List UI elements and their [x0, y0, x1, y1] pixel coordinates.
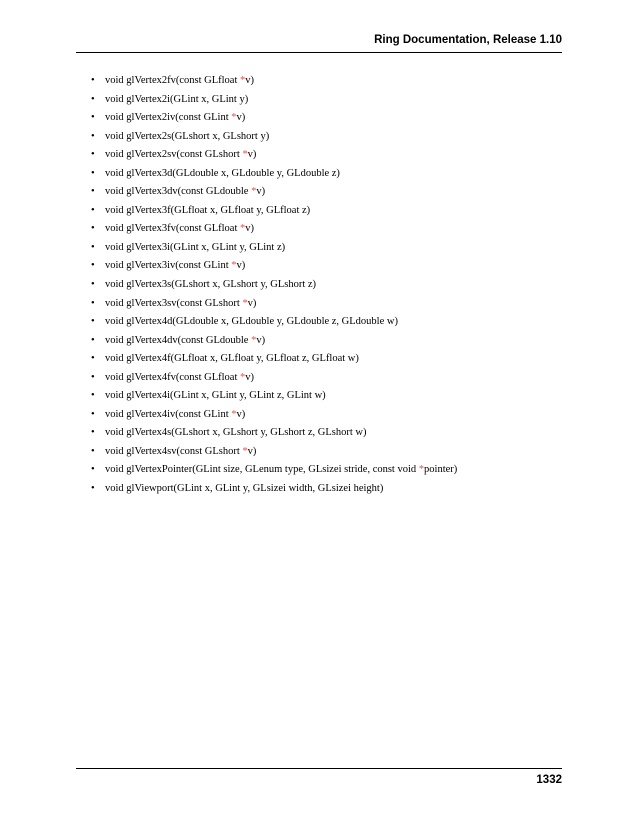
- function-signature-tail: v): [256, 186, 266, 198]
- function-signature-tail: v): [247, 445, 257, 457]
- function-signature: void glVertex2iv(const GLint: [105, 112, 232, 124]
- list-item: [91, 480, 457, 499]
- bullet-icon: •: [91, 167, 95, 179]
- bullet-icon: •: [91, 390, 95, 402]
- function-signature: void glVertex2s(GLshort x, GLshort y): [105, 130, 270, 142]
- function-signature: void glVertex3i(GLint x, GLint y, GLint z): [105, 241, 286, 253]
- bullet-icon: •: [91, 149, 95, 161]
- pointer-star: *: [242, 149, 248, 161]
- list-item: [91, 257, 457, 276]
- pointer-star: *: [251, 186, 257, 198]
- list-item: [91, 313, 457, 332]
- function-signature: void glVertex3s(GLshort x, GLshort y, GLshort z): [105, 279, 317, 291]
- pointer-star: *: [231, 408, 237, 420]
- function-signature: void glVertex2fv(const GLfloat: [105, 75, 241, 86]
- function-signature: void glVertex4fv(const GLfloat: [105, 371, 241, 383]
- function-list: [91, 72, 457, 499]
- pointer-star: *: [242, 445, 248, 457]
- bullet-icon: •: [91, 241, 95, 253]
- list-item: [91, 369, 457, 388]
- bullet-icon: •: [91, 316, 95, 328]
- function-signature: void glVertex4iv(const GLint: [105, 408, 232, 420]
- bullet-icon: •: [91, 464, 95, 476]
- function-signature: void glVertex4f(GLfloat x, GLfloat y, GLfloat z, GLfloat w): [105, 353, 359, 365]
- function-signature: void glVertex3fv(const GLfloat: [105, 223, 241, 235]
- footer-divider: [76, 768, 562, 769]
- bullet-icon: •: [91, 408, 95, 420]
- function-signature: void glVertex4sv(const GLshort: [105, 445, 243, 457]
- list-item: [91, 350, 457, 369]
- bullet-icon: •: [91, 186, 95, 198]
- bullet-icon: •: [91, 483, 95, 495]
- bullet-icon: •: [91, 223, 95, 235]
- list-item: [91, 165, 457, 184]
- pointer-star: *: [242, 297, 248, 309]
- list-item: [91, 332, 457, 351]
- function-signature-tail: v): [245, 75, 255, 86]
- list-item: [91, 295, 457, 314]
- function-signature: void glVertex4i(GLint x, GLint y, GLint z, GLint w): [105, 390, 326, 402]
- page-header: [76, 30, 562, 50]
- list-item: [91, 220, 457, 239]
- list-item: [91, 109, 457, 128]
- function-signature-tail: v): [236, 408, 246, 420]
- function-signature-tail: v): [245, 371, 255, 383]
- bullet-icon: •: [91, 112, 95, 124]
- bullet-icon: •: [91, 334, 95, 346]
- function-signature: void glVertex3d(GLdouble x, GLdouble y, GLdouble z): [105, 167, 340, 179]
- function-signature-tail: v): [245, 223, 255, 235]
- bullet-icon: •: [91, 204, 95, 216]
- pointer-star: *: [240, 75, 246, 86]
- function-signature-tail: v): [256, 334, 266, 346]
- list-item: [91, 72, 457, 91]
- pointer-star: *: [231, 260, 237, 272]
- list-item: [91, 128, 457, 147]
- bullet-icon: •: [91, 279, 95, 291]
- bullet-icon: •: [91, 445, 95, 457]
- pointer-star: *: [251, 334, 257, 346]
- list-item: [91, 443, 457, 462]
- function-signature: void glVertex2sv(const GLshort: [105, 149, 243, 161]
- bullet-icon: •: [91, 427, 95, 439]
- list-item: [91, 146, 457, 165]
- list-item: [91, 406, 457, 425]
- bullet-icon: •: [91, 371, 95, 383]
- bullet-icon: •: [91, 353, 95, 365]
- function-signature-tail: v): [236, 112, 246, 124]
- list-item: [91, 239, 457, 258]
- function-signature: void glVertex4d(GLdouble x, GLdouble y, GLdouble z, GLdouble w): [105, 316, 398, 328]
- list-item: [91, 424, 457, 443]
- bullet-icon: •: [91, 130, 95, 142]
- pointer-star: *: [231, 112, 237, 124]
- bullet-icon: •: [91, 75, 95, 86]
- list-item: [91, 183, 457, 202]
- bullet-icon: •: [91, 93, 95, 105]
- pointer-star: *: [240, 371, 246, 383]
- function-signature: void glViewport(GLint x, GLint y, GLsizei width, GLsizei height): [105, 483, 384, 495]
- function-signature: void glVertex3iv(const GLint: [105, 260, 232, 272]
- header-divider: [76, 52, 562, 53]
- function-signature-tail: v): [247, 297, 257, 309]
- function-signature: void glVertex4s(GLshort x, GLshort y, GLshort z, GLshort w): [105, 427, 367, 439]
- function-signature: void glVertexPointer(GLint size, GLenum type, GLsizei stride, const void: [105, 464, 419, 476]
- header-title: Ring Documentation, Release 1.10: [374, 34, 562, 46]
- function-signature: void glVertex3f(GLfloat x, GLfloat y, GLfloat z): [105, 204, 311, 216]
- function-signature-tail: v): [247, 149, 257, 161]
- function-signature-tail: v): [236, 260, 246, 272]
- list-item: [91, 461, 457, 480]
- bullet-icon: •: [91, 260, 95, 272]
- list-item: [91, 276, 457, 295]
- bullet-icon: •: [91, 297, 95, 309]
- function-signature: void glVertex4dv(const GLdouble: [105, 334, 252, 346]
- function-signature-tail: pointer): [424, 464, 458, 476]
- page-number: 1332: [536, 774, 562, 786]
- pointer-star: *: [240, 223, 246, 235]
- list-item: [91, 387, 457, 406]
- function-signature: void glVertex2i(GLint x, GLint y): [105, 93, 249, 105]
- list-item: [91, 91, 457, 110]
- list-item: [91, 202, 457, 221]
- function-signature: void glVertex3dv(const GLdouble: [105, 186, 252, 198]
- pointer-star: *: [418, 464, 425, 476]
- function-signature: void glVertex3sv(const GLshort: [105, 297, 243, 309]
